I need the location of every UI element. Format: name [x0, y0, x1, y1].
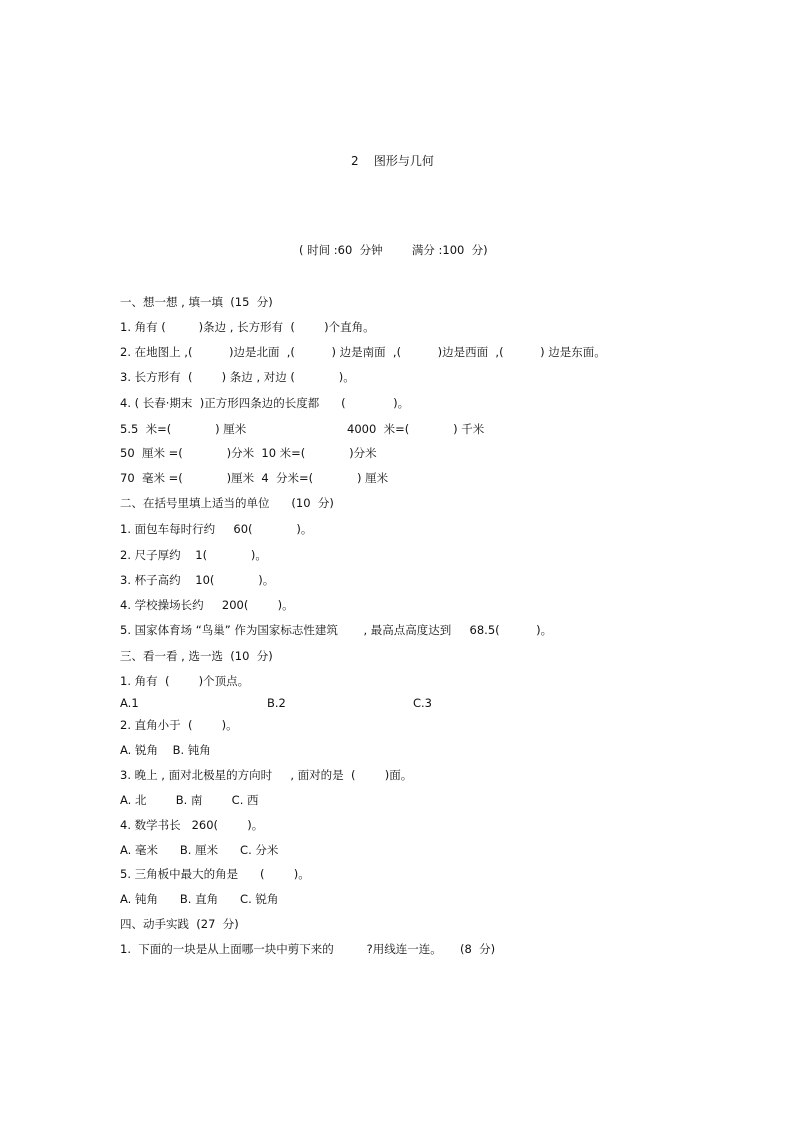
options-text: A. 钝角 B. 直角 C. 锐角: [120, 892, 279, 906]
page-title: 2 图形与几何: [351, 154, 434, 168]
question-text: 1. 下面的一块是从上面哪一块中剪下来的 ?用线连一连。 (8 分): [120, 942, 496, 956]
conversion-text: 5.5 米=( ) 厘米: [120, 422, 247, 436]
question-text: 2. 尺子厚约 1( )。: [120, 548, 267, 562]
question-text: 5. 国家体育场 “鸟巢” 作为国家标志性建筑 , 最高点高度达到 68.5( )。: [120, 623, 553, 637]
question-text: 3. 杯子高约 10( )。: [120, 573, 275, 587]
conversion-text: 50 厘米 =( )分米 10 米=( )分米: [120, 446, 377, 460]
option-c: C.3: [413, 696, 433, 710]
conversion-text: 4000 米=( ) 千米: [347, 422, 485, 436]
question-text: 2. 在地图上 ,( )边是北面 ,( ) 边是南面 ,( )边是西面 ,( ) 边是东面。: [120, 345, 606, 359]
section-heading-2: 二、在括号里填上适当的单位 (10 分): [120, 496, 334, 510]
option-a: A.1: [120, 696, 139, 710]
question-text: 1. 面包车每时行约 60( )。: [120, 522, 313, 536]
question-text: 3. 晚上 , 面对北极星的方向时 , 面对的是 ( )面。: [120, 768, 413, 782]
conversion-text: 70 毫米 =( )厘米 4 分米=( ) 厘米: [120, 471, 389, 485]
question-text: 5. 三角板中最大的角是 ( )。: [120, 867, 310, 881]
question-text: 1. 角有 ( )条边 , 长方形有 ( )个直角。: [120, 320, 375, 334]
section-heading-1: 一、想一想 , 填一填 (15 分): [120, 295, 273, 309]
question-text: 1. 角有 ( )个顶点。: [120, 674, 250, 688]
question-text: 4. ( 长春·期末 )正方形四条边的长度都 ( )。: [120, 396, 410, 410]
question-text: 4. 数学书长 260( )。: [120, 818, 264, 832]
options-text: A. 毫米 B. 厘米 C. 分米: [120, 843, 279, 857]
question-text: 2. 直角小于 ( )。: [120, 718, 238, 732]
question-text: 4. 学校操场长约 200( )。: [120, 598, 294, 612]
options-text: A. 锐角 B. 钝角: [120, 743, 211, 757]
option-b: B.2: [267, 696, 286, 710]
section-heading-4: 四、动手实践 (27 分): [120, 917, 239, 931]
time-info: ( 时间 :60 分钟 满分 :100 分): [299, 243, 488, 257]
options-text: A. 北 B. 南 C. 西: [120, 793, 259, 807]
section-heading-3: 三、看一看 , 选一选 (10 分): [120, 649, 273, 663]
question-text: 3. 长方形有 ( ) 条边 , 对边 ( )。: [120, 370, 355, 384]
